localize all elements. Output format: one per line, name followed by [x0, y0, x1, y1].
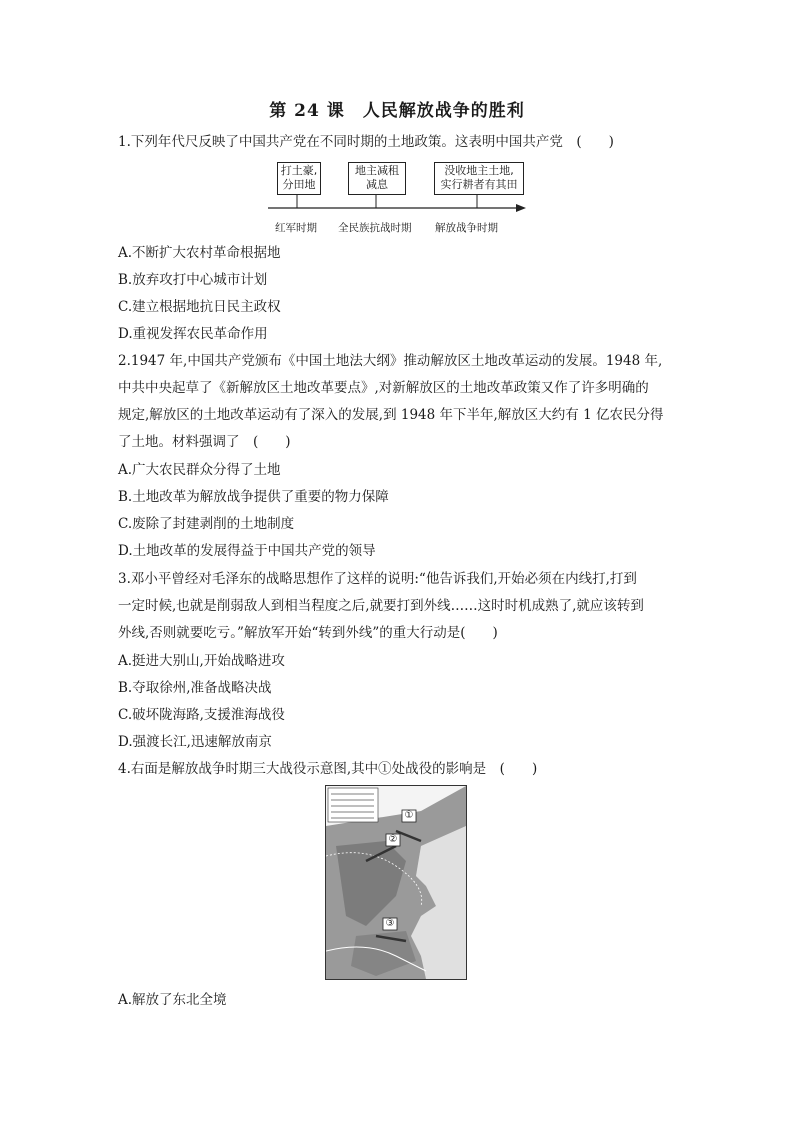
- timeline-arrowhead: [516, 204, 526, 212]
- page-title: 第 24 课 人民解放战争的胜利: [269, 101, 525, 121]
- timeline-period-3: 解放战争时期: [435, 222, 498, 234]
- question-1-option-c: C.建立根据地抗日民主政权: [118, 299, 281, 315]
- question-2-line-3: 规定,解放区的土地改革运动有了深入的发展,到 1948 年下半年,解放区大约有 1 亿农民分得: [118, 407, 664, 423]
- question-4-stem: 4.右面是解放战争时期三大战役示意图,其中①处战役的影响是 ( ): [118, 761, 538, 777]
- timeline-box-3-line2: 实行耕者有其田: [440, 178, 518, 191]
- question-2-option-d: D.土地改革的发展得益于中国共产党的领导: [118, 543, 376, 559]
- question-3-option-a: A.挺进大别山,开始战略进攻: [118, 653, 285, 669]
- question-1-option-b: B.放弃攻打中心城市计划: [118, 272, 268, 288]
- question-1-option-d: D.重视发挥农民革命作用: [118, 326, 268, 342]
- battle-marker-1: ①: [404, 810, 414, 821]
- question-3-option-c: C.破坏陇海路,支援淮海战役: [118, 707, 285, 723]
- question-1-stem: 1.下列年代尺反映了中国共产党在不同时期的土地政策。这表明中国共产党 ( ): [118, 134, 614, 150]
- map-legend: [328, 788, 378, 822]
- question-3-line-2: 一定时候,也就是削弱敌人到相当程度之后,就要打到外线……这时时机成熟了,就应该转到: [118, 598, 644, 614]
- question-2-line-4: 了土地。材料强调了 ( ): [118, 434, 291, 450]
- timeline-box-2-line2: 减息: [366, 178, 388, 191]
- timeline-box-3: [434, 162, 524, 195]
- question-3-option-b: B.夺取徐州,准备战略决战: [118, 680, 272, 696]
- timeline-box-2-line1: 地主减租: [355, 164, 399, 177]
- question-4-option-a: A.解放了东北全境: [118, 992, 227, 1008]
- question-2-option-c: C.废除了封建剥削的土地制度: [118, 516, 295, 532]
- timeline-box-2: [348, 162, 406, 195]
- question-3-line-1: 3.邓小平曾经对毛泽东的战略思想作了这样的说明:“他告诉我们,开始必须在内线打,打到: [118, 571, 637, 587]
- question-3-line-3: 外线,否则就要吃亏。”解放军开始“转到外线”的重大行动是( ): [118, 625, 498, 641]
- question-2-option-a: A.广大农民群众分得了土地: [118, 462, 281, 478]
- question-3-option-d: D.强渡长江,迅速解放南京: [118, 734, 272, 750]
- timeline-box-3-line1: 没收地主土地,: [444, 164, 514, 177]
- question-1-option-a: A.不断扩大农村革命根据地: [118, 245, 281, 261]
- timeline-period-2: 全民族抗战时期: [338, 222, 412, 234]
- question-2-line-1: 2.1947 年,中国共产党颁布《中国土地法大纲》推动解放区土地改革运动的发展。1948 年,: [118, 353, 663, 369]
- question-2-option-b: B.土地改革为解放战争提供了重要的物力保障: [118, 489, 389, 505]
- battle-marker-3: ③: [385, 918, 395, 929]
- timeline-box-1: [277, 162, 321, 195]
- timeline-box-1-line2: 分田地: [282, 178, 316, 191]
- battle-marker-2: ②: [388, 834, 398, 845]
- three-campaigns-map: [325, 785, 467, 980]
- question-2-line-2: 中共中央起草了《新解放区土地改革要点》,对新解放区的土地改革政策又作了许多明确的: [118, 380, 649, 396]
- timeline-box-1-line1: 打土豪,: [280, 164, 318, 177]
- timeline-axis: [0, 0, 794, 240]
- timeline-period-1: 红军时期: [275, 222, 317, 234]
